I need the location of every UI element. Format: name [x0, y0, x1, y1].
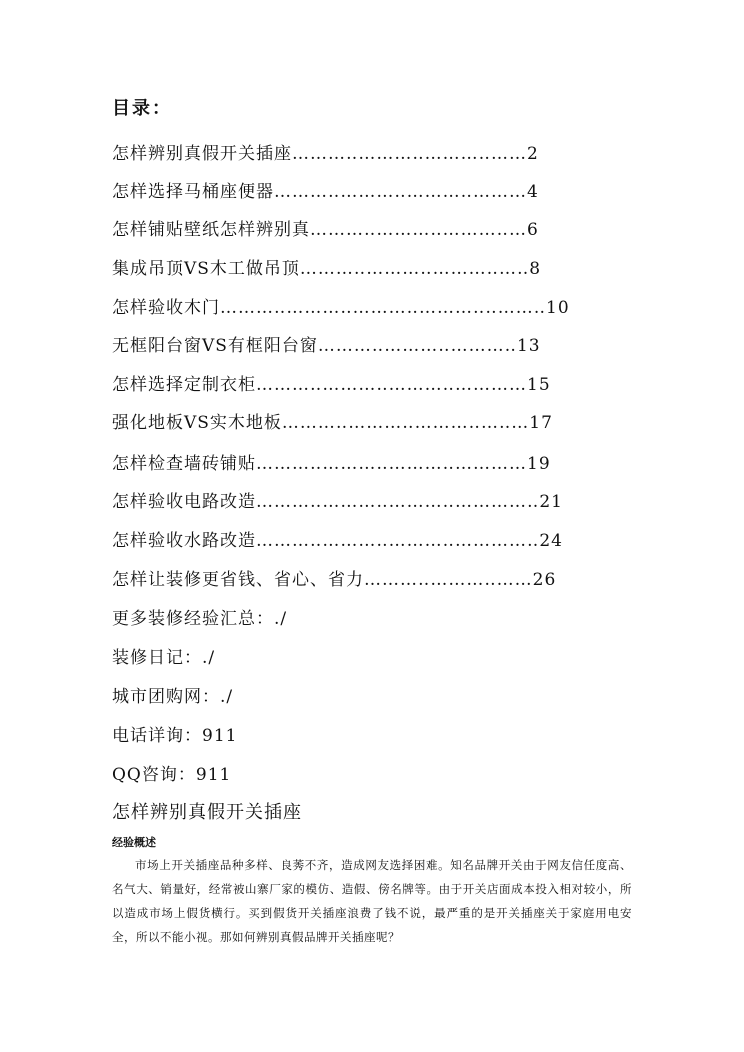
toc-item: 怎样验收电路改造………‥………‥………‥…………‥21: [112, 492, 563, 512]
toc-item: 怎样让装修更省钱、省心、省力………‥………‥……26: [112, 570, 557, 590]
link-line[interactable]: 更多装修经验汇总：./: [112, 609, 288, 629]
toc-heading: 目录：: [112, 98, 172, 119]
toc-item: 怎样选择定制衣柜………‥………‥………‥…………15: [112, 375, 551, 395]
article-paragraph: 市场上开关插座品种多样、良莠不齐，造成网友选择困难。知名品牌开关由于网友信任度高、名气大、销量好，经常被山寨厂家的模仿、造假、傍名牌等。由于开关店面成本投入相对较小，所以造成市场上假货横行。买到假货开关插座浪费了钱不说，最严重的是开关插座关于家庭用电安全，所以不能小视。那如何辨别真假品牌开关插座呢？: [112, 858, 632, 944]
contact-line: QQ咨询：911: [112, 765, 232, 785]
toc-item: 怎样验收木门………‥………‥………‥………‥‥……‥10: [112, 298, 570, 318]
toc-item: 集成吊顶VS木工做吊顶………‥………‥………‥…‥8: [112, 259, 542, 279]
article-title: 怎样辨别真假开关插座: [112, 802, 302, 823]
toc-item: 无框阳台窗VS有框阳台窗………‥………‥………‥13: [112, 336, 541, 356]
toc-item: 怎样辨别真假开关插座………‥………‥………‥……2: [112, 144, 539, 164]
contact-line: 电话详询：911: [112, 726, 238, 746]
link-line[interactable]: 装修日记：./: [112, 648, 216, 668]
link-line[interactable]: 城市团购网：./: [112, 687, 234, 707]
toc-item: 强化地板VS实木地板………‥………‥………‥…‥…17: [112, 413, 553, 433]
toc-item: 怎样验收水路改造………‥………‥………‥…………‥24: [112, 531, 563, 551]
toc-item: 怎样选择马桶座便器………‥………‥………‥………4: [112, 182, 539, 202]
toc-item: 怎样铺贴壁纸怎样辨别真………‥………‥………‥…6: [112, 220, 539, 240]
article-subheading: 经验概述: [112, 836, 156, 849]
toc-item: 怎样检查墙砖铺贴………‥………‥………‥…………19: [112, 454, 551, 474]
